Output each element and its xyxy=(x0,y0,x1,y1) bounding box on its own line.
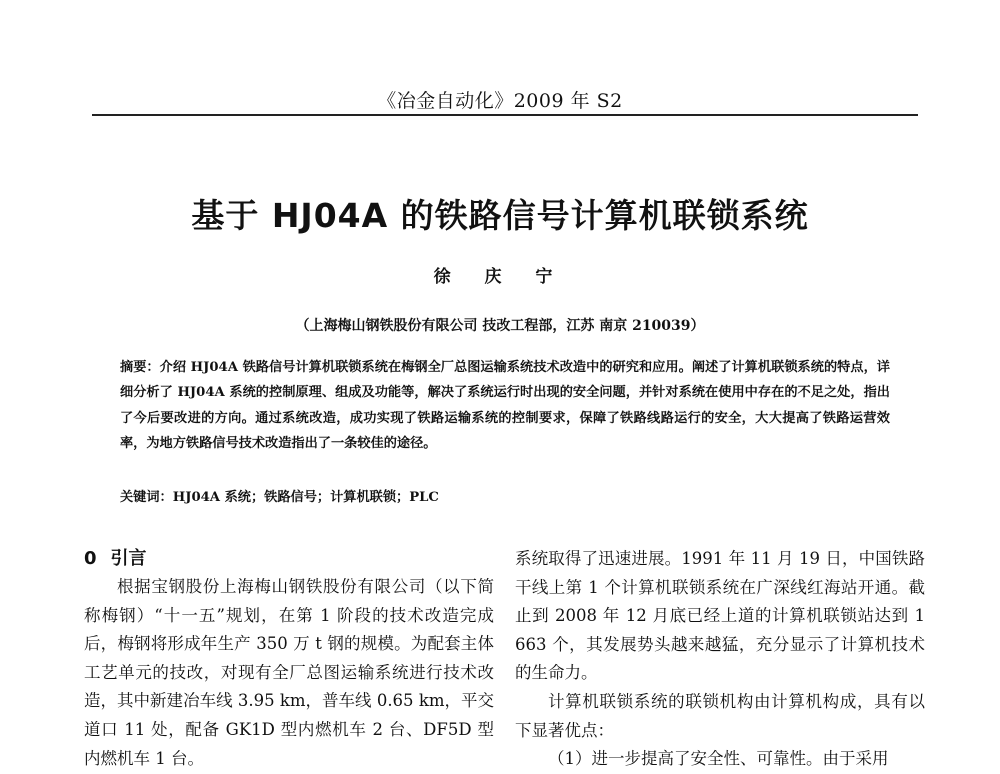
journal-header: 《冶金自动化》2009 年 S2 xyxy=(377,90,623,112)
author: 徐 庆 宁 xyxy=(433,267,567,287)
abstract xyxy=(120,355,890,457)
advantages-paragraph: 计算机联锁系统的联锁机构由计算机构成，具有以下显著优点： xyxy=(515,691,925,740)
intro-paragraph: 根据宝钢股份上海梅山钢铁股份有限公司（以下简称梅钢）“十一五”规划，在第 1 阶段的技术改造完成后，梅钢将形成年生产 350 万 t 钢的规模。为配套主体工艺单元的技改，对现有全厂总图运输系统进行技术改造，其中新建冶车线 3.95 km，普车线 0.65 km，平交道口 11 处，配备 GK1D 型内燃机车 2 台、DF5D 型内燃机车 1 台。 xyxy=(84,577,494,768)
keywords-label: 关键词： xyxy=(120,490,173,505)
section-title: 引言 xyxy=(110,548,147,569)
continued-paragraph: 系统取得了迅速进展。1991 年 11 月 19 日，中国铁路干线上第 1 个计算机联锁系统在广深线红海站开通。截止到 2008 年 12 月底已经上道的计算机联锁站达到 1 663 个，其发展势头越来越猛，充分显示了计算机技术的生命力。 xyxy=(515,549,925,683)
article-title: 基于 HJ04A 的铁路信号计算机联锁系统 xyxy=(191,196,809,235)
abstract-text: 介绍 HJ04A 铁路信号计算机联锁系统在梅钢全厂总图运输系统技术改造中的研究和应用。阐述了计算机联锁系统的特点，详细分析了 HJ04A 系统的控制原理、组成及功能等，解决了系统运行时出现的安全问题，并针对系统在使用中存在的不足之处，指出了今后要改进的方向。通过系统改造，成功实现了铁路运输系统的控制要求，保障了铁路线路运行的安全，大大提高了铁路运营效率，为地方铁路信号技术改造指出了一条较佳的途径。 xyxy=(120,360,890,452)
section-number: 0 xyxy=(84,548,97,569)
right-column xyxy=(515,545,925,774)
keywords-text: HJ04A 系统；铁路信号；计算机联锁；PLC xyxy=(172,490,439,505)
affiliation: （上海梅山钢铁股份有限公司 技改工程部，江苏 南京 210039） xyxy=(295,318,705,334)
left-column xyxy=(84,545,494,773)
abstract-label: 摘要： xyxy=(120,360,160,375)
keywords xyxy=(120,485,890,510)
advantage-item-1: （1）进一步提高了安全性、可靠性。由于采用 xyxy=(548,749,889,769)
header-rule xyxy=(92,114,918,116)
section-heading xyxy=(84,545,494,573)
